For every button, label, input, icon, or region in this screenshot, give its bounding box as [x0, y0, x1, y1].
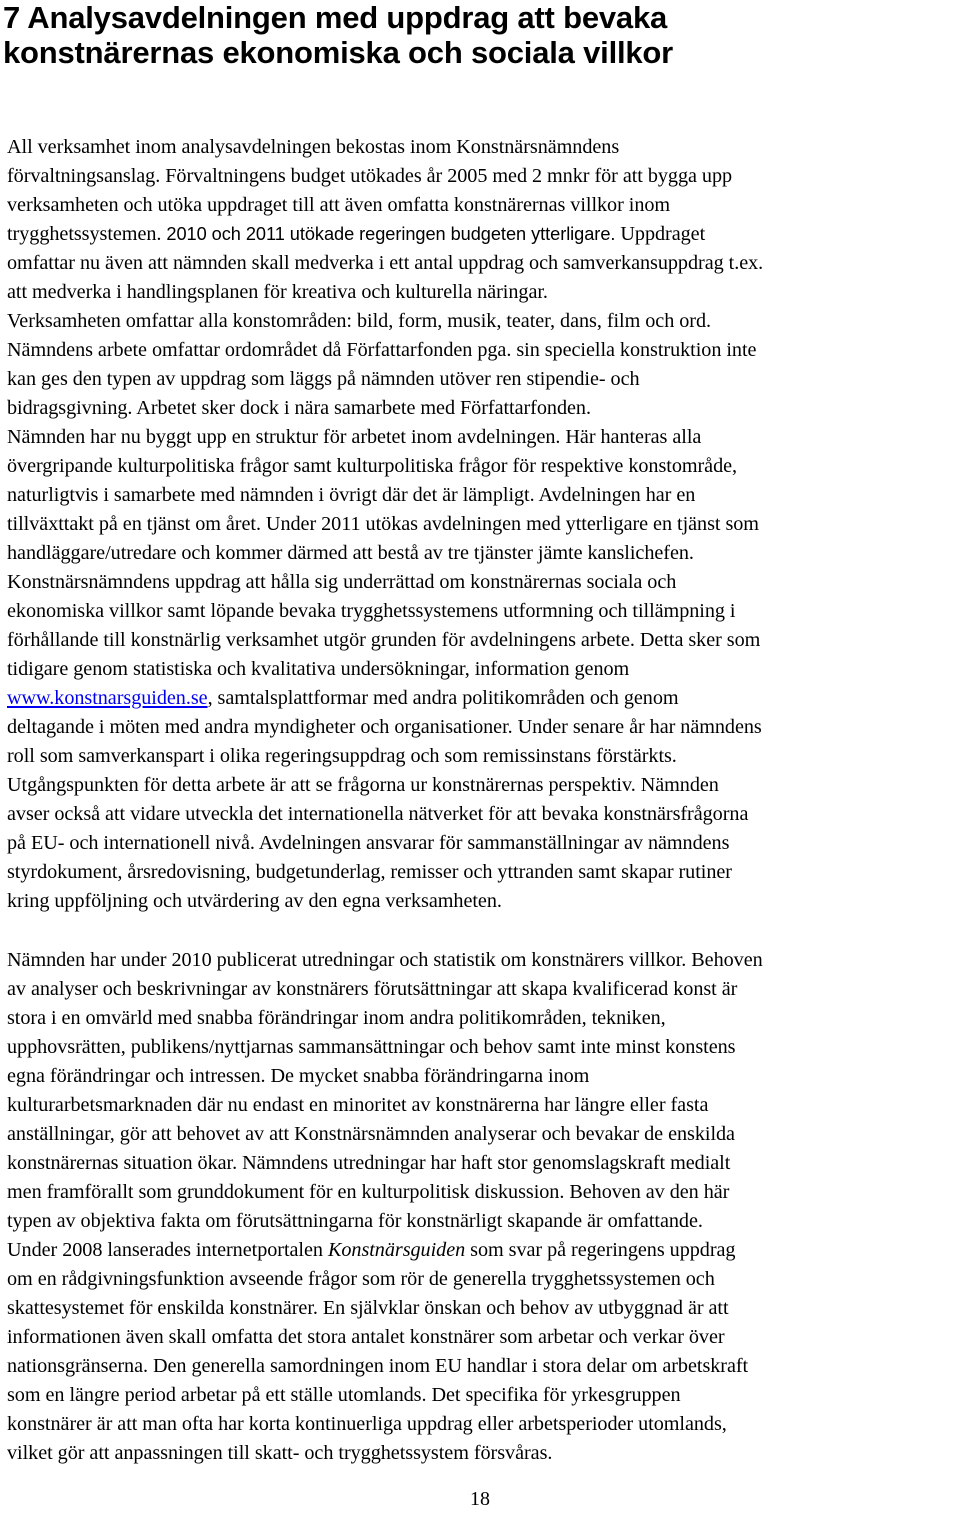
paragraph-2-text-a: Nämnden har under 2010 publicerat utredningar och statistik om konstnärers villkor. Behoven av analyser och beskrivningar av konstnärers förutsättningar att skapa kvalificerad konst är stora i en omvärld med snabba förändringar inom andra politikområden, tekniken, upphovsrätten, publikens/nyttjarnas sammansättningar och behov samt inte minst konstens egna förändringar och intressen. De mycket snabba förändringarna inom kulturarbetsmarknaden där nu endast en minoritet av konstnärerna har längre eller fasta anställningar, gör att behovet av att Konstnärsnämnden analyserar och bevakar de enskilda konstnärernas situation ökar. Nämndens utredningar har haft stor genomslagskraft medialt men framförallt som grunddokument för en kulturpolitisk diskussion. Behoven av den här typen av objektiva fakta om förutsättningarna för konstnärligt skapande är omfattande. Under 2008 lanserades internetportalen — [7, 949, 763, 1261]
konstnarsguiden-italic: Konstnärsguiden — [327, 1239, 466, 1261]
paragraph-1-text-c: , samtalsplattformar med andra politikområden och genom deltagande i möten med andra myndigheter och organisationer. Under senare år har nämndens roll som samverkanspart i olika regeringsuppdrag och som remissinstans förstärkts. Utgångspunkten för detta arbete är att se frågorna ur konstnärernas perspektiv. Nämnden avser också att vidare utveckla det internationella nätverket för att bevaka konstnärsfrågorna på EU- och internationell nivå. Avdelningen ansvarar för sammanställningar av nämndens styrdokument, årsredovisning, budgetunderlag, remisser och yttranden samt skapar rutiner kring uppföljning och utvärdering av den egna verksamheten. — [7, 687, 762, 912]
heading-line-2: konstnärernas ekonomiska och sociala villkor — [3, 35, 674, 70]
konstnarsguiden-link[interactable]: www.konstnarsguiden.se — [7, 687, 208, 709]
paragraph-1-budget-sentence: 2010 och 2011 utökade regeringen budgeten ytterligare. — [166, 224, 616, 244]
paragraph-analysis-department — [7, 133, 957, 916]
paragraph-publications — [7, 946, 957, 1468]
section-heading — [3, 0, 943, 70]
paragraph-1-text-a: All verksamhet inom analysavdelningen bekostas inom Konstnärsnämndens förvaltningsanslag. Förvaltningens budget utökades år 2005 med 2 mnkr för att bygga upp verksamheten och utöka uppdraget till att även omfatta konstnärernas villkor inom trygghetssystemen. — [7, 136, 733, 245]
paragraph-2-text-b: som svar på regeringens uppdrag om en rådgivningsfunktion avseende frågor som rör de generella trygghetssystemen och skattesystemet för enskilda konstnärer. En självklar önskan och behov av utbyggnad är att informationen även skall omfatta det stora antalet konstnärer som arbetar och verkar över nationsgränserna. Den generella samordningen inom EU handlar i stora delar om arbetskraft som en längre period arbetar på ett ställe utomlands. Det specifika för yrkesgruppen konstnärer är att man ofta har korta kontinuerliga uppdrag eller arbetsperioder utomlands, vilket gör att anpassningen till skatt- och trygghetssystem försvåras. — [7, 1239, 749, 1464]
paragraph-1-text-b: Uppdraget omfattar nu även att nämnden skall medverka i ett antal uppdrag och samverkansuppdrag t.ex. att medverka i handlingsplanen för kreativa och kulturella näringar. Verksamheten omfattar alla konstområden: bild, form, musik, teater, dans, film och ord. Nämndens arbete omfattar ordområdet då Författarfonden pga. sin speciella konstruktion inte kan ges den typen av uppdrag som läggs på nämnden utöver ren stipendie- och bidragsgivning. Arbetet sker dock i nära samarbete med Författarfonden. Nämnden har nu byggt upp en struktur för arbetet inom avdelningen. Här hanteras alla övergripande kulturpolitiska frågor samt kulturpolitiska frågor för respektive konstområde, naturligtvis i samarbete med nämnden i övrigt där det är lämpligt. Avdelningen har en tillväxttakt på en tjänst om året. Under 2011 utökas avdelningen med ytterligare en tjänst som handläggare/utredare och kommer därmed att bestå av tre tjänster jämte kanslichefen. Konstnärsnämndens uppdrag att hålla sig underrättad om konstnärernas sociala och ekonomiska villkor samt löpande bevaka trygghetssystemens utformning och tillämpning i förhållande till konstnärlig verksamhet utgör grunden för avdelningens arbete. Detta sker som tidigare genom statistiska och kvalitativa undersökningar, information genom — [7, 223, 764, 680]
page-number: 18 — [470, 1488, 490, 1510]
heading-line-1: 7 Analysavdelningen med uppdrag att bevaka — [3, 0, 668, 35]
